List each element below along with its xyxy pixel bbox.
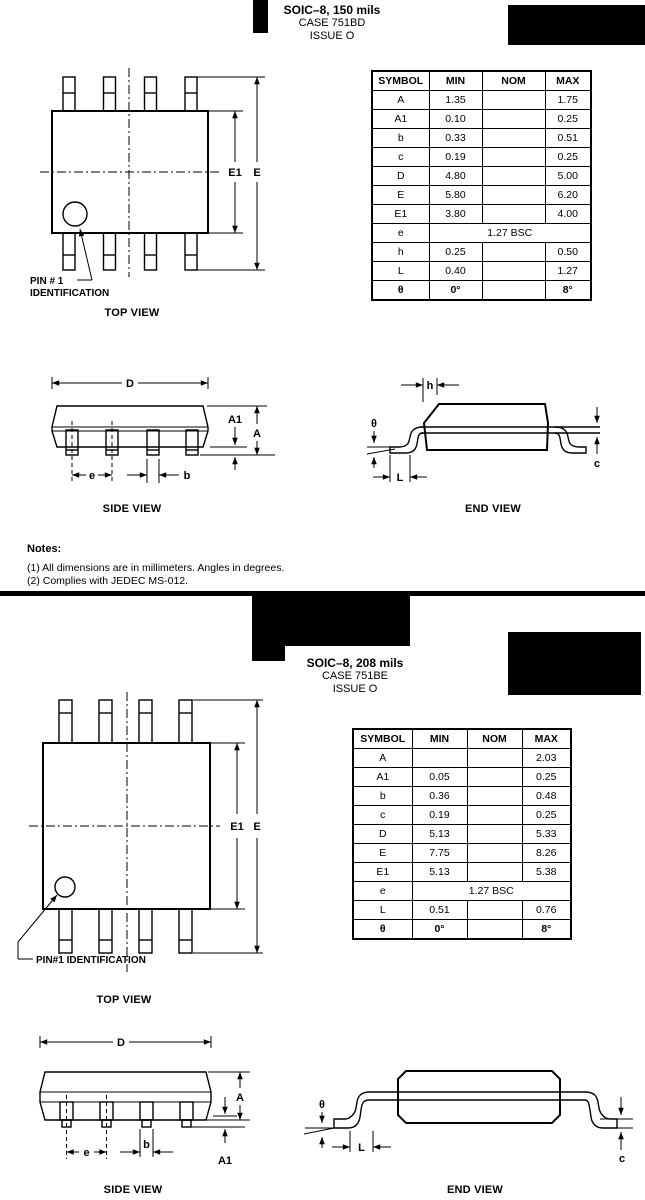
table-row <box>372 224 591 243</box>
table-cell: D <box>372 167 429 186</box>
table-cell: e <box>353 882 412 901</box>
table-cell: 0.25 <box>545 148 591 167</box>
table-cell: L <box>353 901 412 920</box>
table-cell: 8.26 <box>522 844 571 863</box>
table-row <box>372 91 591 110</box>
case-number: CASE 751BE <box>321 670 389 682</box>
left-lead <box>334 1092 370 1128</box>
table-header-cell: NOM <box>467 729 522 749</box>
pin1-indicator <box>55 877 75 897</box>
end-view-drawing-150 <box>365 375 615 495</box>
table-cell: 1.75 <box>545 91 591 110</box>
case-number: CASE 751BD <box>298 17 366 29</box>
table-cell: E <box>372 186 429 205</box>
table-cell: 5.38 <box>522 863 571 882</box>
table-cell <box>482 205 545 224</box>
table-row <box>353 920 571 940</box>
package-header-150 <box>252 3 412 43</box>
table-cell: 1.27 <box>545 262 591 281</box>
table-cell: A <box>372 91 429 110</box>
table-cell: 0.50 <box>545 243 591 262</box>
dim-label-theta: θ <box>371 418 377 430</box>
top-view-caption-208: TOP VIEW <box>96 994 152 1006</box>
dim-label-e: e <box>83 1147 90 1159</box>
table-cell: 5.13 <box>412 825 467 844</box>
package-title: SOIC–8, 150 mils <box>283 3 381 17</box>
table-cell: E1 <box>353 863 412 882</box>
pins <box>60 1102 193 1127</box>
table-row <box>353 882 571 901</box>
table-cell: h <box>372 243 429 262</box>
table-cell <box>467 749 522 768</box>
pin1-leader-line <box>77 229 92 280</box>
dim-label-b: b <box>143 1139 150 1151</box>
dim-label-E1: E1 <box>228 167 242 179</box>
table-cell <box>482 186 545 205</box>
dim-label-e: e <box>88 470 96 482</box>
note-item: (2) Complies with JEDEC MS-012. <box>27 575 189 587</box>
table-cell: A1 <box>353 768 412 787</box>
table-header-cell: SYMBOL <box>372 71 429 91</box>
table-cell: 0.19 <box>412 806 467 825</box>
pin1-identification-label: IDENTIFICATION <box>30 288 110 299</box>
table-cell <box>467 787 522 806</box>
table-row <box>372 205 591 224</box>
dim-label-A1: A1 <box>227 414 243 426</box>
dim-label-D: D <box>126 378 134 390</box>
table-cell: θ <box>353 920 412 940</box>
table-cell: 8° <box>545 281 591 301</box>
end-view-drawing-208 <box>300 1040 645 1170</box>
table-cell: 0.19 <box>429 148 482 167</box>
table-header-cell: NOM <box>482 71 545 91</box>
table-header-cell: MIN <box>429 71 482 91</box>
table-cell <box>467 806 522 825</box>
table-cell: 5.00 <box>545 167 591 186</box>
top-view-drawing-208 <box>15 690 275 975</box>
dimension-b <box>127 459 179 483</box>
dimension-table <box>371 70 592 301</box>
table-cell: 6.20 <box>545 186 591 205</box>
table-cell <box>467 901 522 920</box>
table-cell: A <box>353 749 412 768</box>
table-cell: 0.25 <box>545 110 591 129</box>
table-cell: e <box>372 224 429 243</box>
dim-label-L: L <box>396 472 404 484</box>
note-item: (1) All dimensions are in millimeters. Angles in degrees. <box>27 562 285 574</box>
table-row <box>372 186 591 205</box>
dim-label-A1: A1 <box>217 1155 233 1167</box>
right-lead <box>555 427 586 453</box>
table-row <box>353 901 571 920</box>
table-cell: E <box>353 844 412 863</box>
table-cell <box>482 129 545 148</box>
dim-label-E: E <box>253 821 261 833</box>
table-cell: 0.51 <box>545 129 591 148</box>
table-row <box>353 863 571 882</box>
dimension-A1 <box>210 427 247 470</box>
table-cell: c <box>353 806 412 825</box>
dim-label-L: L <box>358 1142 365 1154</box>
side-view-drawing-208 <box>15 1035 275 1175</box>
table-cell <box>412 749 467 768</box>
table-cell: 0.36 <box>412 787 467 806</box>
bottom-pins <box>63 233 197 270</box>
table-cell <box>467 768 522 787</box>
table-row <box>372 110 591 129</box>
table-header-cell: MAX <box>545 71 591 91</box>
table-row <box>372 281 591 301</box>
table-cell: 0.51 <box>412 901 467 920</box>
dim-label-A: A <box>236 1092 244 1104</box>
pin1-leader-line <box>18 895 57 959</box>
table-cell: b <box>372 129 429 148</box>
table-row <box>372 148 591 167</box>
package-body <box>398 1071 560 1123</box>
table-cell: 8° <box>522 920 571 940</box>
table-row <box>372 262 591 281</box>
notes-heading: Notes: <box>27 543 62 555</box>
top-pins <box>59 700 192 743</box>
notes-block <box>27 543 284 588</box>
dim-label-E: E <box>253 167 261 179</box>
table-header-cell: MAX <box>522 729 571 749</box>
table-row <box>353 787 571 806</box>
dimension-D <box>40 1036 211 1048</box>
table-cell: 1.27 BSC <box>412 882 571 901</box>
table-cell: θ <box>372 281 429 301</box>
dimension-theta <box>304 1112 336 1148</box>
table-cell: 0.33 <box>429 129 482 148</box>
end-view-caption-208: END VIEW <box>447 1184 503 1196</box>
table-row <box>353 825 571 844</box>
dim-label-A: A <box>253 428 261 440</box>
side-view-caption-208: SIDE VIEW <box>103 1184 163 1196</box>
side-view-caption-150: SIDE VIEW <box>102 503 162 515</box>
redaction-box <box>252 596 410 646</box>
package-title: SOIC–8, 208 mils <box>306 656 404 670</box>
dim-label-h: h <box>426 380 434 392</box>
table-cell <box>482 243 545 262</box>
table-cell <box>467 863 522 882</box>
table-row <box>353 768 571 787</box>
table-cell: 5.80 <box>429 186 482 205</box>
table-cell <box>482 262 545 281</box>
table-cell: 1.35 <box>429 91 482 110</box>
table-cell: 3.80 <box>429 205 482 224</box>
table-header-cell: SYMBOL <box>353 729 412 749</box>
top-pins <box>63 77 197 111</box>
dim-label-D: D <box>117 1037 125 1049</box>
table-cell: 0.25 <box>522 768 571 787</box>
table-cell: 0° <box>412 920 467 940</box>
table-cell: 7.75 <box>412 844 467 863</box>
table-cell: 0.25 <box>522 806 571 825</box>
table-cell <box>467 844 522 863</box>
table-header-cell: MIN <box>412 729 467 749</box>
dim-label-b: b <box>183 470 191 482</box>
end-view-caption-150: END VIEW <box>465 503 521 515</box>
table-row <box>372 243 591 262</box>
table-cell <box>467 920 522 940</box>
pin1-identification-label: PIN#1 IDENTIFICATION <box>36 955 146 966</box>
redaction-box <box>508 5 645 45</box>
dimension-table-150 <box>371 70 592 301</box>
bottom-pins <box>59 909 192 953</box>
table-row <box>372 167 591 186</box>
table-cell: 0.10 <box>429 110 482 129</box>
table-cell: 0.25 <box>429 243 482 262</box>
issue-label: ISSUE O <box>332 683 378 695</box>
table-cell <box>482 281 545 301</box>
table-cell: 5.33 <box>522 825 571 844</box>
table-cell: 0° <box>429 281 482 301</box>
table-cell: c <box>372 148 429 167</box>
redaction-box <box>508 632 641 695</box>
table-row <box>353 844 571 863</box>
table-cell: 0.48 <box>522 787 571 806</box>
table-cell <box>482 167 545 186</box>
top-view-drawing-150 <box>30 65 280 305</box>
table-cell: 5.13 <box>412 863 467 882</box>
table-header-row <box>353 729 571 749</box>
dim-label-E1: E1 <box>230 821 244 833</box>
table-cell <box>467 825 522 844</box>
pins <box>66 430 198 455</box>
pin1-indicator <box>63 202 87 226</box>
table-row <box>372 129 591 148</box>
dimension-table-208 <box>352 728 572 940</box>
table-cell: 2.03 <box>522 749 571 768</box>
table-cell: b <box>353 787 412 806</box>
pin1-identification-label: PIN # 1 <box>30 276 64 287</box>
dimension-table <box>352 728 572 940</box>
table-cell: 1.27 BSC <box>429 224 591 243</box>
table-cell: 4.80 <box>429 167 482 186</box>
table-cell <box>482 148 545 167</box>
table-cell: L <box>372 262 429 281</box>
dimension-theta <box>367 431 395 468</box>
top-view-caption-150: TOP VIEW <box>104 307 160 319</box>
side-view-drawing-150 <box>35 375 290 495</box>
table-cell: 0.76 <box>522 901 571 920</box>
dim-label-c: c <box>618 1153 626 1165</box>
package-header-208 <box>280 656 430 696</box>
table-cell: A1 <box>372 110 429 129</box>
right-lead <box>585 1092 617 1128</box>
table-cell: E1 <box>372 205 429 224</box>
table-cell <box>482 91 545 110</box>
dim-label-theta: θ <box>319 1099 325 1111</box>
table-cell <box>482 110 545 129</box>
table-cell: D <box>353 825 412 844</box>
issue-label: ISSUE O <box>309 30 355 42</box>
table-row <box>353 749 571 768</box>
package-body <box>40 1072 211 1120</box>
table-cell: 0.40 <box>429 262 482 281</box>
table-cell: 0.05 <box>412 768 467 787</box>
table-cell: 4.00 <box>545 205 591 224</box>
table-header-row <box>372 71 591 91</box>
dim-label-c: c <box>593 458 601 470</box>
table-row <box>353 806 571 825</box>
